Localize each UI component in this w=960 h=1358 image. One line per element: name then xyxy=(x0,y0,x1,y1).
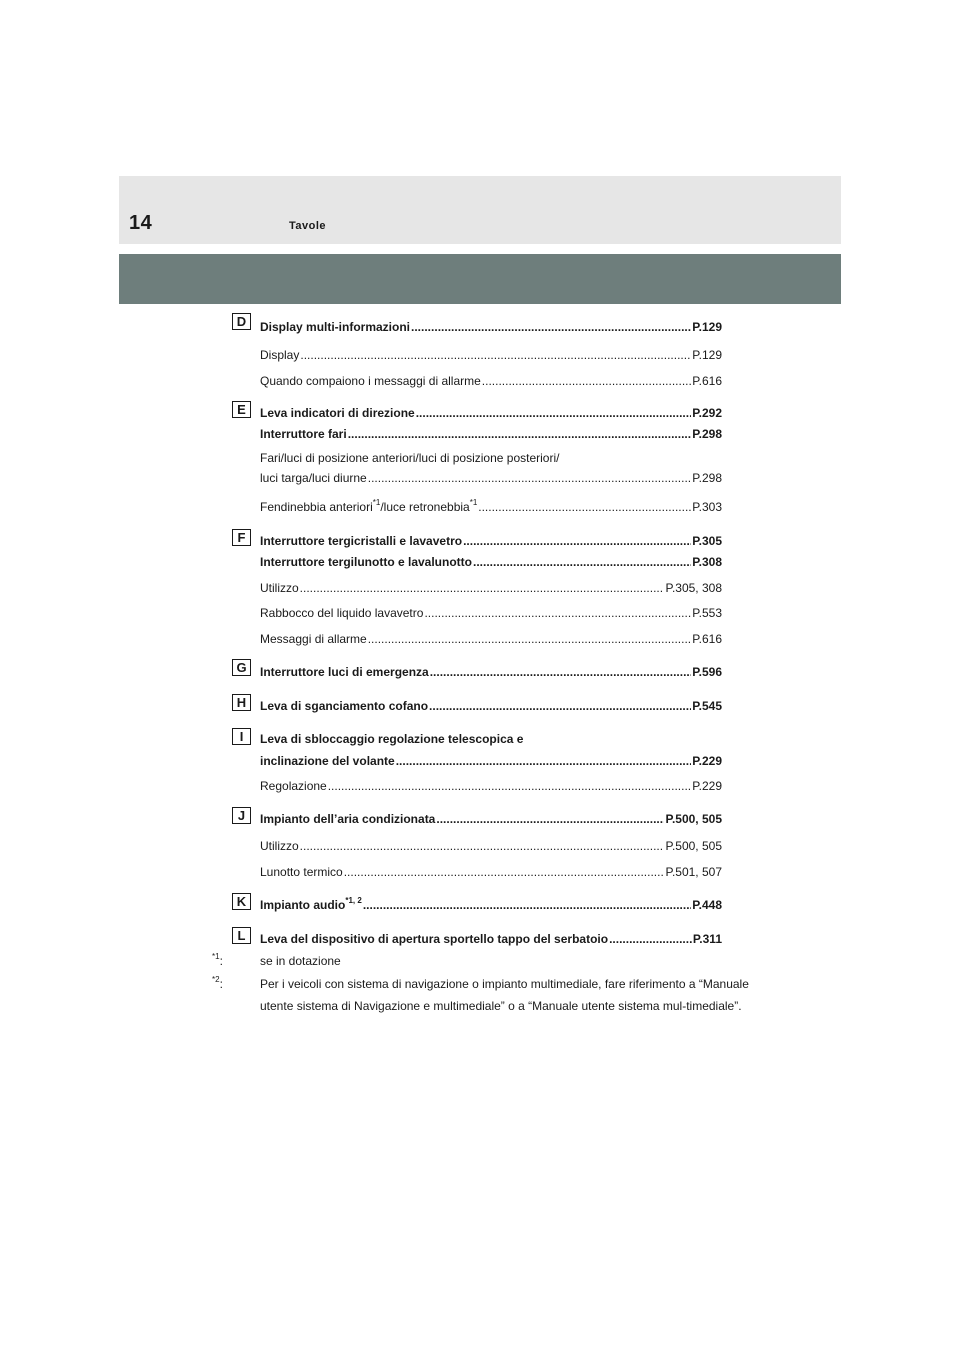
entry-page: P.308 xyxy=(692,555,722,569)
entry-page: P.596 xyxy=(692,665,722,679)
footnote-ref: *1 xyxy=(372,498,381,507)
index-entry xyxy=(260,403,722,421)
entry-page: P.545 xyxy=(692,699,722,713)
entry-page: P.616 xyxy=(692,374,722,388)
entry-label: Leva di sbloccaggio regolazione telescopica e xyxy=(260,732,524,746)
entry-page: P.229 xyxy=(692,754,722,768)
letter-box-d: D xyxy=(232,313,251,330)
index-subentry xyxy=(260,578,722,596)
entry-label: Messaggi di allarme xyxy=(260,632,367,646)
footnote-text: Per i veicoli con sistema di navigazione o impianto multimediale, fare riferimento a “Manuale utente sistema di Navigazione e multimediale” o a “Manuale utente sistema mul-timediale”. xyxy=(260,977,749,1013)
entry-label: Leva indicatori di direzione xyxy=(260,406,415,420)
entry-label: Interruttore tergilunotto e lavalunotto xyxy=(260,555,472,569)
entry-page: P.500, 505 xyxy=(665,839,722,853)
entry-label: Impianto dell’aria condizionata xyxy=(260,812,436,826)
index-subentry xyxy=(260,629,722,647)
entry-label: Display xyxy=(260,348,300,362)
entry-page: P.229 xyxy=(692,779,722,793)
entry-label: Display multi-informazioni xyxy=(260,320,411,334)
footnote-marker: *1 xyxy=(212,952,220,961)
entry-page: P.448 xyxy=(692,898,722,912)
entry-page: P.501, 507 xyxy=(665,865,722,879)
index-entry xyxy=(260,929,722,947)
entry-page: P.553 xyxy=(692,606,722,620)
entry-page: P.616 xyxy=(692,632,722,646)
entry-page: P.303 xyxy=(692,500,722,514)
entry-label: Utilizzo xyxy=(260,581,299,595)
letter-box-f: F xyxy=(232,529,251,546)
entry-label: Quando compaiono i messaggi di allarme xyxy=(260,374,481,388)
index-entry xyxy=(260,751,722,769)
entry-label: luci targa/luci diurne xyxy=(260,471,367,485)
page-number: 14 xyxy=(129,212,153,234)
index-subentry xyxy=(260,776,722,794)
entry-page: P.500, 505 xyxy=(665,812,722,826)
letter-box-k: K xyxy=(232,893,251,910)
index-entry xyxy=(260,317,722,335)
index-subentry xyxy=(260,468,722,486)
entry-label: Utilizzo xyxy=(260,839,299,853)
index-entry xyxy=(260,531,722,549)
header-bar xyxy=(119,254,841,304)
entry-label: Interruttore tergicristalli e lavavetro xyxy=(260,534,463,548)
footnote-ref: *1, 2 xyxy=(345,896,362,905)
index-entry xyxy=(260,424,722,442)
entry-label: Impianto audio$^{*1, 2}$ xyxy=(260,896,362,912)
entry-page: P.129 xyxy=(692,320,722,334)
index-subentry xyxy=(260,497,722,515)
entry-label: Fari/luci di posizione anteriori/luci di posizione posteriori/ xyxy=(260,451,560,465)
entry-page: P.298 xyxy=(692,427,722,441)
letter-box-e: E xyxy=(232,401,251,418)
index-subentry xyxy=(260,371,722,389)
entry-page: P.311 xyxy=(692,932,722,946)
index-entry xyxy=(260,809,722,827)
index-entry xyxy=(260,696,722,714)
entry-page: P.292 xyxy=(692,406,722,420)
section-title: Tavole xyxy=(289,220,327,232)
index-subentry xyxy=(260,345,722,363)
letter-box-h: H xyxy=(232,694,251,711)
index-subentry xyxy=(260,603,722,621)
index-subentry xyxy=(260,862,722,880)
entry-label: Rabbocco del liquido lavavetro xyxy=(260,606,424,620)
entry-label: inclinazione del volante xyxy=(260,754,395,768)
index-subentry xyxy=(260,836,722,854)
entry-page: P.298 xyxy=(692,471,722,485)
entry-label: Interruttore fari xyxy=(260,427,347,441)
entry-label: Fendinebbia anteriori$^{*1}$/luce retronebbia$^{*1}$ xyxy=(260,498,478,514)
page-header xyxy=(119,176,841,244)
index-entry xyxy=(260,552,722,570)
index-entry xyxy=(260,662,722,680)
footnote-marker: *2 xyxy=(212,975,220,984)
entry-page: P.129 xyxy=(692,348,722,362)
entry-label: Regolazione xyxy=(260,779,327,793)
letter-box-l: L xyxy=(232,927,251,944)
letter-box-i: I xyxy=(232,728,251,745)
letter-box-g: G xyxy=(232,659,251,676)
entry-label: Interruttore luci di emergenza xyxy=(260,665,429,679)
entry-label: Lunotto termico xyxy=(260,865,343,879)
footnote-ref: *1 xyxy=(469,498,478,507)
entry-label: Leva del dispositivo di apertura sportello tappo del serbatoio xyxy=(260,932,609,946)
entry-page: P.305 xyxy=(692,534,722,548)
footnote-text: se in dotazione xyxy=(260,954,341,968)
entry-label: Leva di sganciamento cofano xyxy=(260,699,429,713)
letter-box-j: J xyxy=(232,807,251,824)
entry-page: P.305, 308 xyxy=(665,581,722,595)
index-entry xyxy=(260,895,722,913)
